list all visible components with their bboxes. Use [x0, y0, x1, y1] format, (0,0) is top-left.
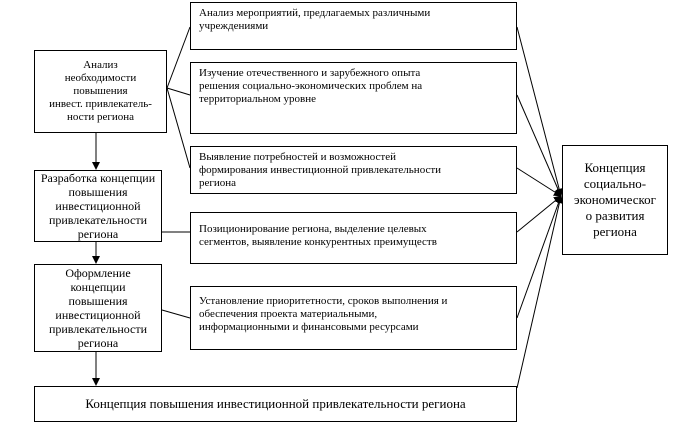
box-measures-analysis-text: Анализ мероприятий, предлагаемых различными учреждениями [199, 7, 431, 32]
box-priorities-text: Установление приоритетности, сроков выполнения и обеспечения проекта материальными, информационными и финансовыми ресурсами [199, 295, 448, 333]
box-concept-development [34, 170, 162, 242]
arrow-final-to-right [517, 196, 561, 388]
box-experience-study [190, 62, 517, 134]
box-measures-analysis [190, 2, 517, 50]
box-final-concept [34, 386, 517, 422]
box-priorities [190, 286, 517, 350]
box-needs-identification-text: Выявление потребностей и возможностей формирования инвестиционной привлекательности региона [199, 151, 442, 189]
link-form-to-m5 [162, 310, 190, 318]
box-analysis-need [34, 50, 167, 133]
box-concept-development-text: Разработка концепции повышения инвестиционной привлекательности региона [40, 171, 156, 241]
box-concept-formation [34, 264, 162, 352]
link-analysis-to-m1 [167, 27, 190, 88]
box-positioning-text: Позиционирование региона, выделение целевых сегментов, выявление конкурентных преимуществ [199, 223, 437, 248]
box-experience-study-text: Изучение отечественного и зарубежного опыта решения социально-экономических проблем на территориальном уровне [199, 67, 423, 105]
box-final-concept-text: Концепция повышения инвестиционной привлекательности региона [85, 396, 466, 411]
link-analysis-to-m3 [167, 88, 190, 168]
link-analysis-to-m2 [167, 88, 190, 95]
box-needs-identification [190, 146, 517, 194]
box-concept-formation-text: Оформление концепции повышения инвестиционной привлекательности региона [48, 266, 148, 350]
box-positioning [190, 212, 517, 264]
arrow-m1-to-right [517, 27, 561, 196]
box-analysis-need-text: Анализ необходимости повышения инвест. привлекатель- ности региона [49, 59, 152, 123]
box-socioeconomic-concept [562, 145, 668, 255]
box-socioeconomic-concept-text: Концепция социально- экономическог о развития региона [573, 160, 657, 239]
